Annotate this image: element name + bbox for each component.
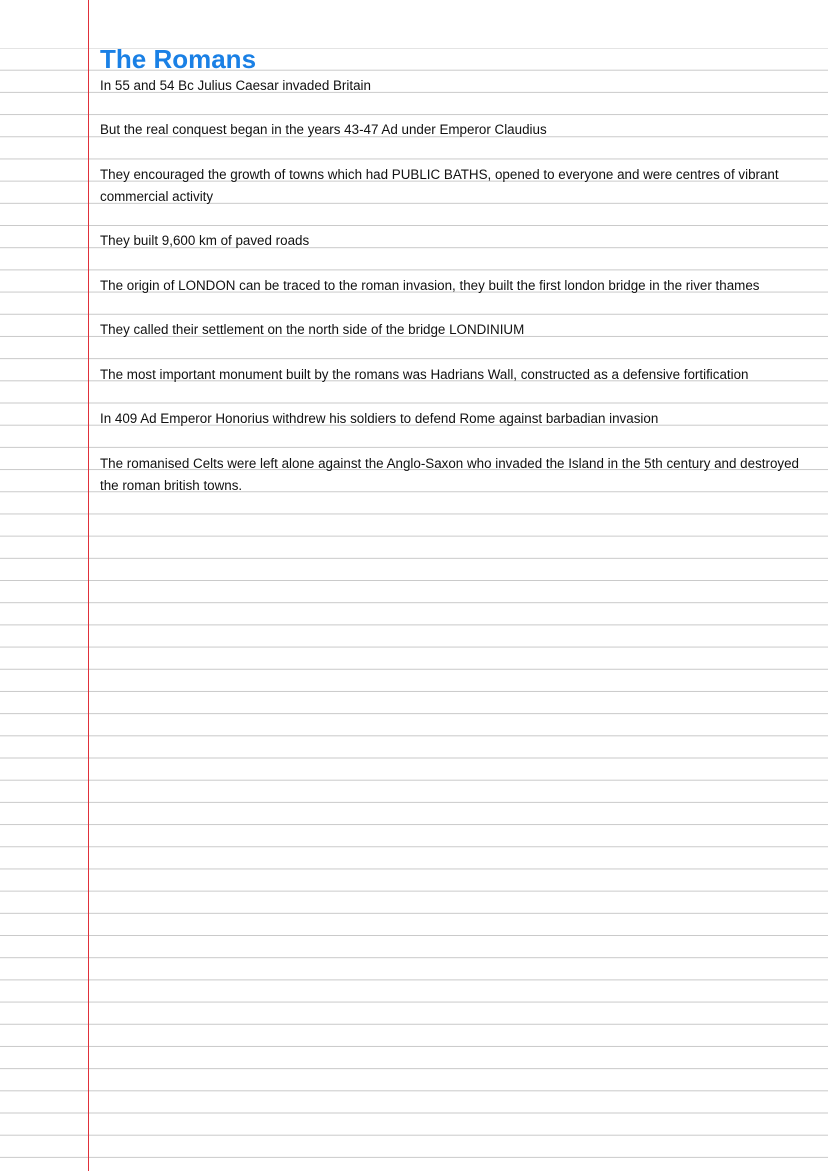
note-line: The most important monument built by the romans was Hadrians Wall, constructed as a defensive fortification [100, 367, 749, 382]
note-line: The origin of LONDON can be traced to the roman invasion, they built the first london bridge in the river thames [100, 278, 760, 293]
page-title: The Romans [100, 44, 257, 74]
note-line: In 55 and 54 Bc Julius Caesar invaded Britain [100, 78, 371, 93]
note-line: The romanised Celts were left alone against the Anglo-Saxon who invaded the Island in the 5th century and destroyed the roman british towns. [100, 456, 799, 494]
note-line: They built 9,600 km of paved roads [100, 233, 310, 248]
red-margin-line [88, 0, 89, 1171]
note-line: They called their settlement on the north side of the bridge LONDINIUM [100, 322, 525, 337]
note-line: But the real conquest began in the years 43-47 Ad under Emperor Claudius [100, 122, 547, 137]
note-line: They encouraged the growth of towns which had PUBLIC BATHS, opened to everyone and were centres of vibrant commercial activity [100, 167, 779, 205]
note-line: In 409 Ad Emperor Honorius withdrew his soldiers to defend Rome against barbadian invasion [100, 411, 659, 426]
page-top-blank [0, 0, 828, 48]
